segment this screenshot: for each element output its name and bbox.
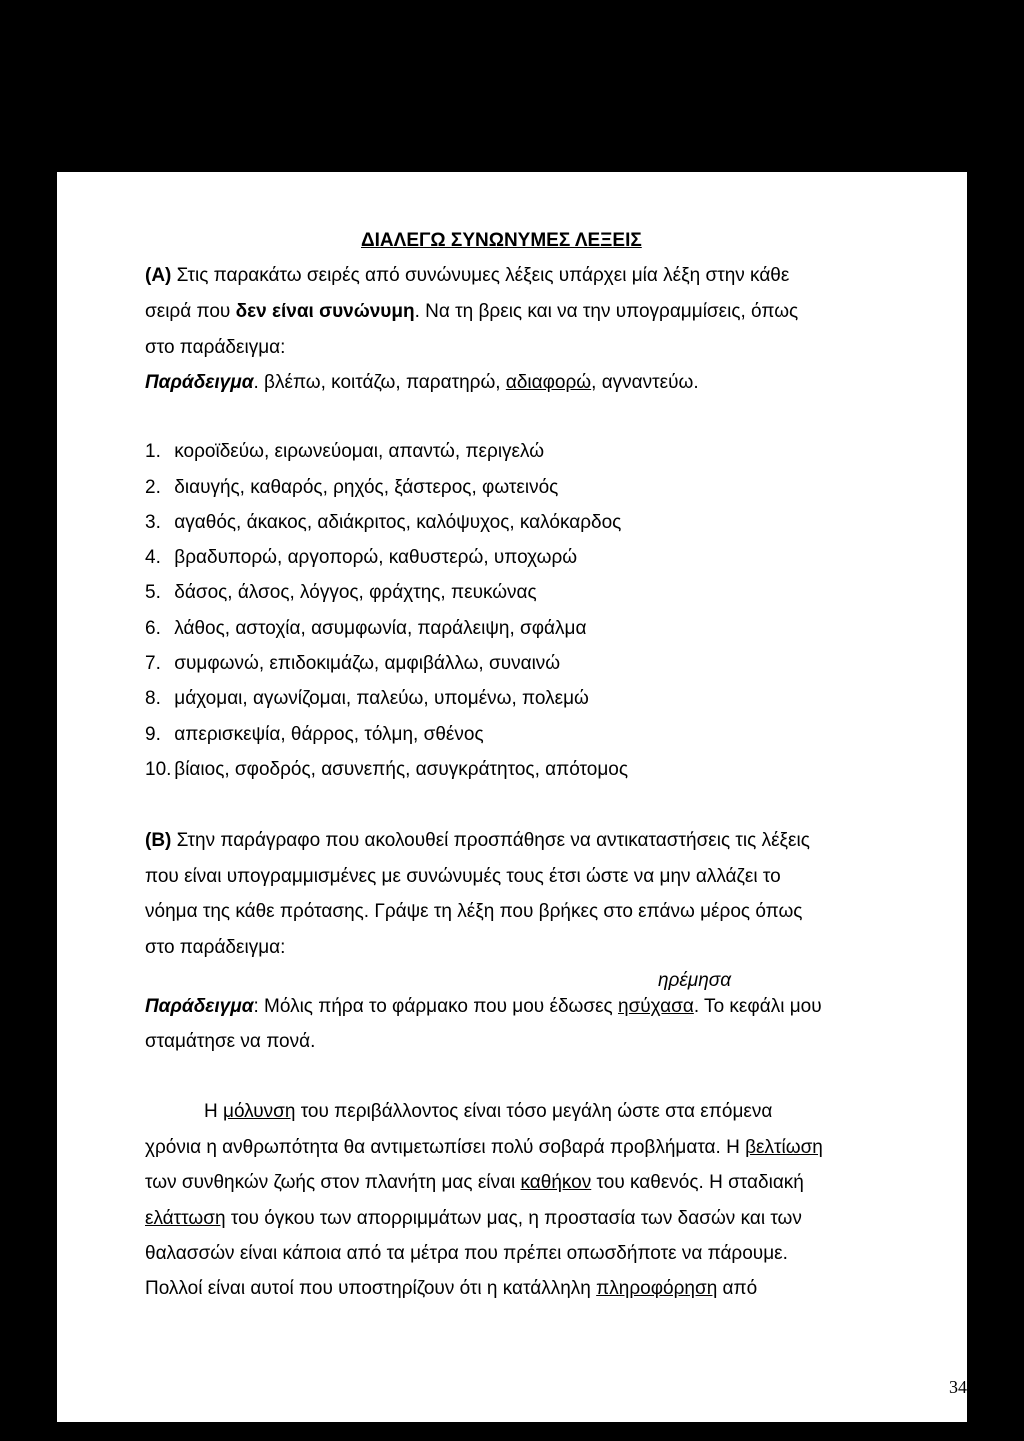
para-text: του περιβάλλοντος είναι τόσο μεγάλη ώστε στα επόμενα	[300, 1101, 773, 1122]
part-a-example-line	[145, 372, 699, 394]
part-a-intro-text-2a: σειρά που	[145, 301, 231, 322]
part-b-label: (Β)	[145, 830, 172, 851]
para-text: Η	[204, 1101, 218, 1122]
paragraph-line-2	[145, 1137, 823, 1159]
list-number: 1.	[145, 441, 161, 462]
para-underlined-word: καθήκον	[520, 1172, 592, 1193]
list-text: λάθος, αστοχία, ασυμφωνία, παράλειψη, σφάλμα	[174, 618, 587, 639]
part-a-intro-text-1: Στις παρακάτω σειρές από συνώνυμες λέξεις υπάρχει μία λέξη στην κάθε	[176, 265, 790, 286]
paragraph-line-5: θαλασσών είναι κάποια από τα μέτρα που πρέπει οπωσδήποτε να πάρουμε.	[145, 1243, 788, 1264]
part-b-intro-line-1	[145, 830, 810, 852]
list-number: 10.	[145, 759, 172, 780]
para-underlined-word: ελάττωση	[145, 1208, 226, 1229]
list-item	[145, 688, 589, 710]
part-a-intro-line-1	[145, 265, 789, 287]
part-b-intro-line-2: που είναι υπογραμμισμένες με συνώνυμές τους έτσι ώστε να μην αλλάζει το	[145, 866, 781, 887]
para-underlined-word: βελτίωση	[745, 1137, 823, 1158]
list-item	[145, 618, 586, 640]
list-item	[145, 724, 484, 746]
list-item	[145, 441, 544, 463]
part-b-example-label: Παράδειγμα	[145, 996, 254, 1017]
paragraph-line-6	[145, 1278, 757, 1300]
part-a-label: (Α)	[145, 265, 172, 286]
part-a-example-text-b: , αγναντεύω.	[591, 372, 699, 393]
para-text: του καθενός. Η σταδιακή	[596, 1172, 804, 1193]
paragraph-line-1	[204, 1101, 772, 1123]
list-item	[145, 547, 577, 569]
paragraph-line-4	[145, 1208, 802, 1230]
part-b-intro-line-4: στο παράδειγμα:	[145, 937, 286, 958]
part-b-intro-line-3: νόημα της κάθε πρότασης. Γράψε τη λέξη που βρήκες στο επάνω μέρος όπως	[145, 901, 803, 922]
para-text: Πολλοί είναι αυτοί που υποστηρίζουν ότι η κατάλληλη	[145, 1278, 591, 1299]
list-text: αγαθός, άκακος, αδιάκριτος, καλόψυχος, καλόκαρδος	[174, 512, 622, 533]
para-underlined-word: πληροφόρηση	[596, 1278, 718, 1299]
list-item	[145, 653, 560, 675]
paragraph-line-3	[145, 1172, 804, 1194]
list-item	[145, 582, 537, 604]
page-title: ΔΙΑΛΕΓΩ ΣΥΝΩΝΥΜΕΣ ΛΕΞΕΙΣ	[361, 230, 642, 251]
para-underlined-word: μόλυνση	[223, 1101, 296, 1122]
list-item	[145, 759, 628, 781]
document-page	[57, 172, 967, 1422]
list-number: 7.	[145, 653, 161, 674]
para-text: χρόνια η ανθρωπότητα θα αντιμετωπίσει πολύ σοβαρά προβλήματα. Η	[145, 1137, 740, 1158]
part-a-intro-line-2	[145, 301, 798, 323]
para-text: από	[722, 1278, 758, 1299]
list-item	[145, 477, 558, 499]
part-a-example-label: Παράδειγμα	[145, 372, 254, 393]
list-text: συμφωνώ, επιδοκιμάζω, αμφιβάλλω, συναινώ	[174, 653, 561, 674]
list-text: διαυγής, καθαρός, ρηχός, ξάστερος, φωτεινός	[174, 477, 559, 498]
list-number: 5.	[145, 582, 161, 603]
part-a-intro-text-2b: . Να τη βρεις και να την υπογραμμίσεις, όπως	[414, 301, 799, 322]
list-text: δάσος, άλσος, λόγγος, φράχτης, πευκώνας	[174, 582, 537, 603]
part-b-above-word: ηρέμησα	[658, 970, 732, 991]
part-a-bold-phrase: δεν είναι συνώνυμη	[235, 301, 415, 322]
part-b-example-line-2: σταμάτησε να πονά.	[145, 1031, 316, 1052]
part-a-example-underlined: αδιαφορώ	[505, 372, 592, 393]
list-text: απερισκεψία, θάρρος, τόλμη, σθένος	[174, 724, 484, 745]
para-text: του όγκου των απορριμμάτων μας, η προστασία των δασών και των	[230, 1208, 802, 1229]
part-b-example-line	[145, 996, 822, 1018]
part-b-intro-text-1: Στην παράγραφο που ακολουθεί προσπάθησε να αντικαταστήσεις τις λέξεις	[176, 830, 810, 851]
part-a-example-text-a: . βλέπω, κοιτάζω, παρατηρώ,	[253, 372, 501, 393]
page-number: 34	[949, 1377, 967, 1397]
list-number: 6.	[145, 618, 161, 639]
para-text: των συνθηκών ζωής στον πλανήτη μας είναι	[145, 1172, 516, 1193]
part-b-example-text-a: : Μόλις πήρα το φάρμακο που μου έδωσες	[253, 996, 613, 1017]
list-number: 4.	[145, 547, 161, 568]
list-text: βραδυπορώ, αργοπορώ, καθυστερώ, υποχωρώ	[174, 547, 578, 568]
part-b-example-underlined: ησύχασα	[618, 996, 694, 1017]
list-item	[145, 512, 621, 534]
list-text: βίαιος, σφοδρός, ασυνεπής, ασυγκράτητος, απότομος	[174, 759, 629, 780]
part-a-intro-line-3: στο παράδειγμα:	[145, 337, 286, 358]
list-number: 2.	[145, 477, 161, 498]
list-number: 9.	[145, 724, 161, 745]
list-text: μάχομαι, αγωνίζομαι, παλεύω, υπομένω, πολεμώ	[174, 688, 589, 709]
list-text: κοροϊδεύω, ειρωνεύομαι, απαντώ, περιγελώ	[174, 441, 545, 462]
list-number: 8.	[145, 688, 161, 709]
part-b-example-text-b: . Το κεφάλι μου	[693, 996, 822, 1017]
list-number: 3.	[145, 512, 161, 533]
